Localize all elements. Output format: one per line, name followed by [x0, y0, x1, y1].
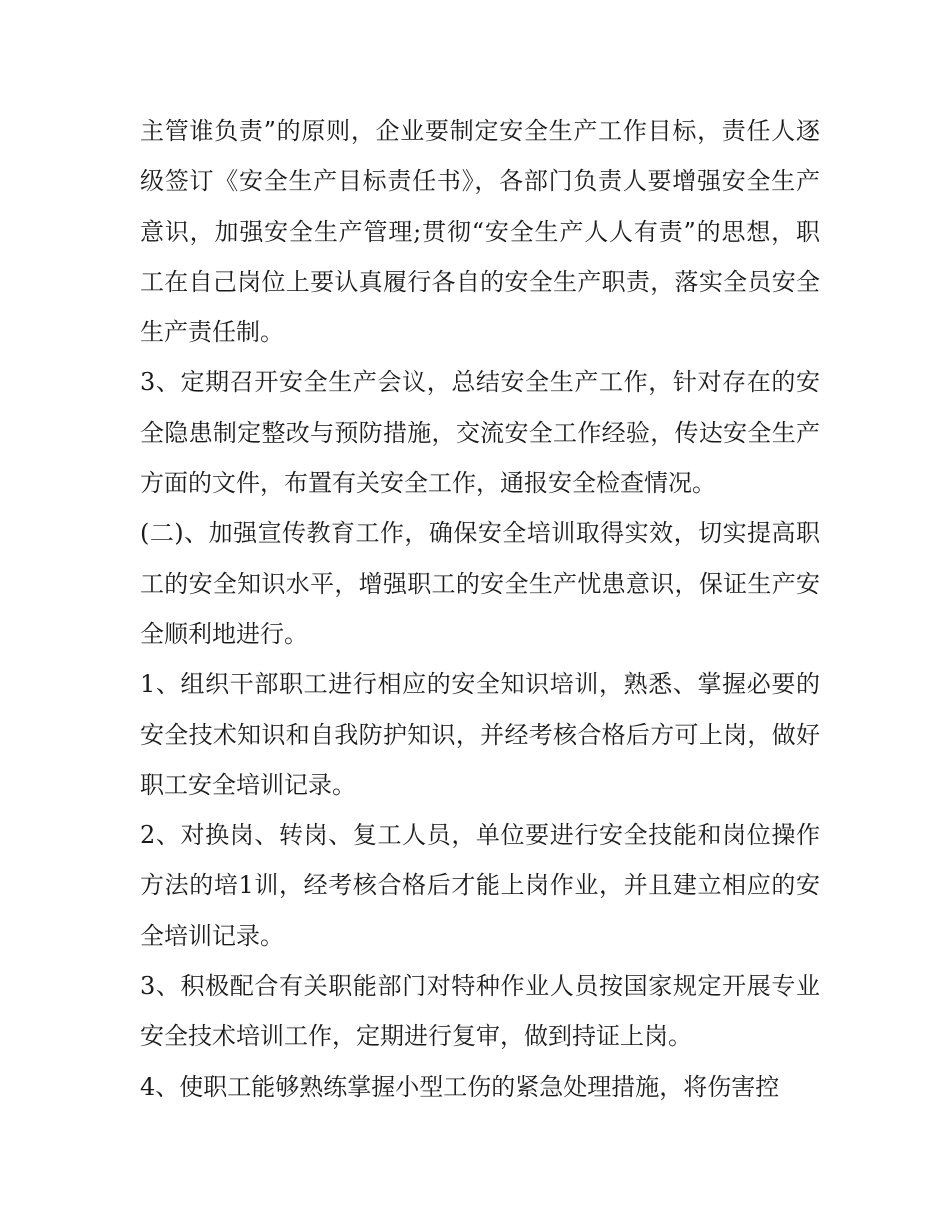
paragraph-safety-meetings: 3、定期召开安全生产会议，总结安全生产工作，针对存在的安全隐患制定整改与预防措施，交流安全工作经验，传达安全生产方面的文件，布置有关安全工作，通报安全检查情况。 [140, 368, 820, 498]
paragraph-education-heading: (二)、加强宣传教育工作，确保安全培训取得实效，切实提高职工的安全知识水平，增强职工的安全生产忧患意识，保证生产安全顺利地进行。 [140, 519, 820, 648]
paragraph-training-4: 4、使职工能够熟练掌握小型工伤的紧急处理措施，将伤害控 [140, 1072, 780, 1101]
document-body [140, 106, 820, 1112]
paragraph-training-1: 1、组织干部职工进行相应的安全知识培训，熟悉、掌握必要的安全技术知识和自我防护知识，并经考核合格后方可上岗，做好职工安全培训记录。 [140, 670, 820, 799]
paragraph-training-2: 2、对换岗、转岗、复工人员，单位要进行安全技能和岗位操作方法的培1训，经考核合格后才能上岗作业，并且建立相应的安全培训记录。 [140, 821, 820, 950]
paragraph-responsibility: 主管谁负责”的原则，企业要制定安全生产工作目标，责任人逐级签订《安全生产目标责任书》，各部门负责人要增强安全生产意识，加强安全生产管理;贯彻“安全生产人人有责”的思想，职工在自己岗位上要认真履行各自的安全生产职责，落实全员安全生产责任制。 [140, 117, 820, 347]
paragraph-training-3: 3、积极配合有关职能部门对特种作业人员按国家规定开展专业安全技术培训工作，定期进行复审，做到持证上岗。 [140, 972, 820, 1051]
